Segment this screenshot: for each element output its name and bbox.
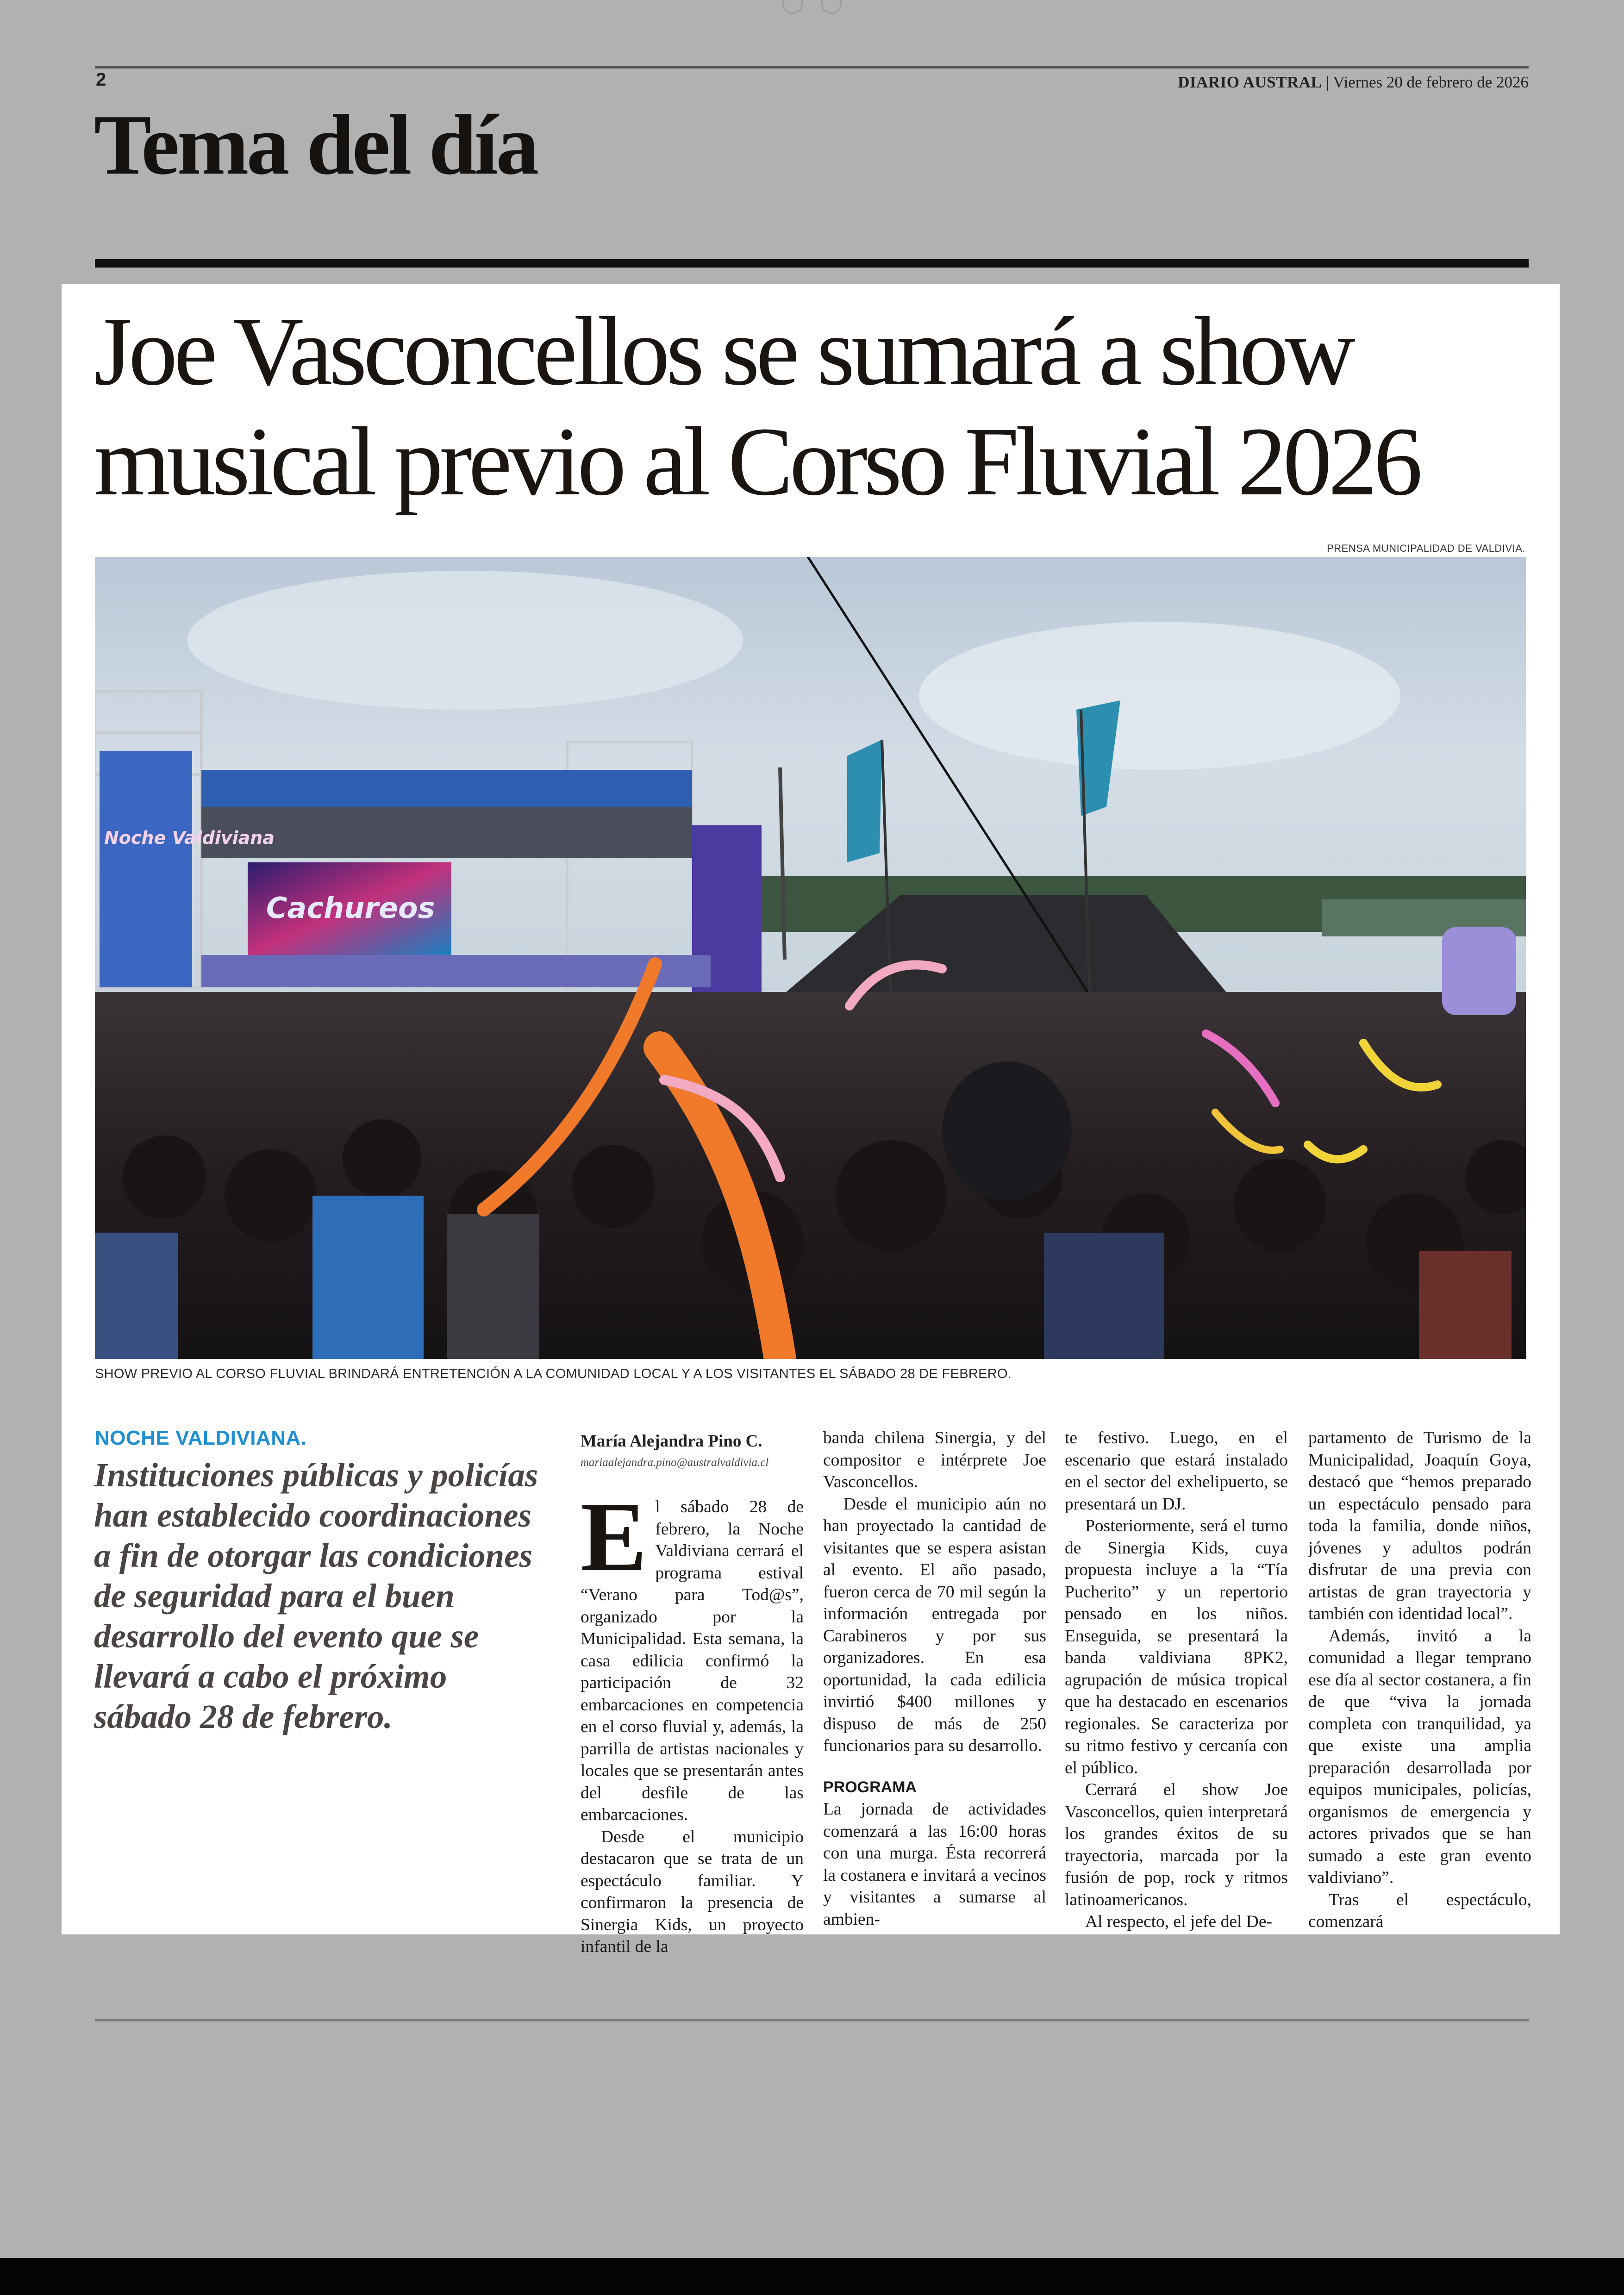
- headline: [94, 296, 1538, 517]
- paragraph: La jornada de actividades comenzará a las 16:00 horas con una murga. Ésta recorrerá la costanera e invitará a vecinos y visitantes a sumarse al ambien-: [823, 1800, 1046, 1929]
- lighting-rig: [201, 807, 692, 858]
- viewer-bottom-bar: [0, 2258, 1624, 2295]
- side-banner-text: Noche Valdiviana: [104, 828, 275, 848]
- masthead-date: | Viernes 20 de febrero de 2026: [1326, 73, 1529, 91]
- drop-cap: E: [581, 1481, 647, 1592]
- paragraph: partamento de Turismo de la Municipalidad, Joaquín Goya, destacó que “hemos preparado un espectáculo pensado para toda la familia, donde niños, jóvenes y adultos podrán disfrutar de una previa con artistas de gran trayectoria y también con identidad local”.: [1308, 1428, 1531, 1623]
- byline-email: mariaalejandra.pino@australvaldivia.cl: [581, 1456, 769, 1469]
- byline: María Alejandra Pino C.: [581, 1432, 762, 1451]
- balloon-bundle: [1442, 927, 1516, 1015]
- paragraph: Además, invitó a la comunidad a llegar temprano ese día al sector costanera, a fin de que “viva la jornada completa con tranquilidad, ya que existe una amplia preparación desarrollada por equipos municipales, policías, organismos de emergencia y actores privados que se han sumado a este gran evento valdiviano”.: [1308, 1626, 1531, 1887]
- paragraph: Desde el municipio destacaron que se trata de un espectáculo familiar. Y confirmaron la presencia de Sinergia Kids, un proyecto infantil de la: [581, 1827, 804, 1956]
- scroll-dot-right: [821, 0, 842, 14]
- section-title: Tema del día: [94, 97, 537, 193]
- stage-floor: [201, 955, 711, 987]
- bottom-rule: [95, 2019, 1529, 2021]
- helmet: [942, 1061, 1072, 1200]
- paragraph: Al respecto, el jefe del De-: [1085, 1912, 1272, 1931]
- paragraph: Posteriormente, será el turno de Sinergia Kids, cuya propuesta incluye a la “Tía Pucherito” y un repertorio pensado en los niños. Enseguida, se presentará la banda valdiviana 8PK2, agrupación de música tropical que ha destacado en escenarios regionales. Se caracteriza por su ritmo festivo y cercanía con el público.: [1065, 1516, 1288, 1777]
- masthead: [1178, 73, 1529, 92]
- paragraph: l sábado 28 de febrero, la Noche Valdiviana cerrará el programa estival “Verano para Tod@s”, organizado por la Municipalidad. Esta semana, la casa edilicia confirmó la participación de 32 embarcaciones en competencia en el corso fluvial y, además, la parrilla de artistas nacionales y locales que se presentarán antes del desfile de las embarcaciones.: [581, 1497, 804, 1824]
- article-column-2: [823, 1427, 1046, 1930]
- stage-roof: [201, 770, 692, 807]
- article-column-1: [581, 1481, 804, 1958]
- paragraph: banda chilena Sinergia, y del compositor e intérprete Joe Vasconcellos.: [823, 1428, 1046, 1491]
- paragraph: Cerrará el show Joe Vasconcellos, quien interpretará los grandes éxitos de su trayectoria, marcada por la fusión de pop, rock y ritmos latinoamericanos.: [1065, 1780, 1288, 1909]
- headline-line-2: musical previo al Corso Fluvial 2026: [94, 407, 1419, 516]
- cloud: [919, 622, 1400, 770]
- side-banner-left: [100, 751, 192, 987]
- kicker: NOCHE VALDIVIANA.: [95, 1427, 307, 1449]
- headline-line-1: Joe Vasconcellos se sumará a show: [94, 297, 1352, 405]
- subheading: PROGRAMA: [823, 1778, 917, 1796]
- page-number: 2: [96, 69, 106, 90]
- flag-left: [847, 740, 882, 862]
- masthead-name: DIARIO AUSTRAL: [1178, 73, 1322, 91]
- paragraph: te festivo. Luego, en el escenario que estará instalado en el sector del exhelipuerto, se presentará un DJ.: [1065, 1428, 1288, 1514]
- paragraph: Desde el municipio aún no han proyectado la cantidad de visitantes que se espera asistan al evento. El año pasado, fueron cerca de 70 mil según la información entregada por Carabineros y por sus organizadores. En esa oportunidad, la cada edilicia invirtió $400 millones y dispuso de más de 250 funcionarios para su desarrollo.: [823, 1494, 1046, 1755]
- concert-photo: [95, 557, 1526, 1359]
- deck-summary: Instituciones públicas y policías han establecido coordinaciones a fin de otorgar las condiciones de seguridad para el buen desarrollo del evento que se llevará a cabo el próximo sábado 28 de febrero.: [94, 1456, 538, 1735]
- paragraph: Tras el espectáculo, comenzará: [1308, 1890, 1531, 1931]
- scroll-dot-left: [782, 0, 803, 14]
- photo-caption: SHOW PREVIO AL CORSO FLUVIAL BRINDARÁ ENTRETENCIÓN A LA COMUNIDAD LOCAL Y A LOS VISITANTES EL SÁBADO 28 DE FEBRERO.: [95, 1366, 1012, 1381]
- page-scroll-indicator: [782, 0, 843, 14]
- section-rule: [95, 259, 1529, 268]
- stage-screen-sign: Cachureos: [266, 891, 435, 925]
- cloud: [187, 571, 743, 710]
- article-column-4: [1308, 1427, 1531, 1933]
- header-rule: [95, 66, 1529, 69]
- photo-credit: PRENSA MUNICIPALIDAD DE VALDIVIA.: [1327, 543, 1525, 554]
- article-column-3: [1065, 1427, 1288, 1933]
